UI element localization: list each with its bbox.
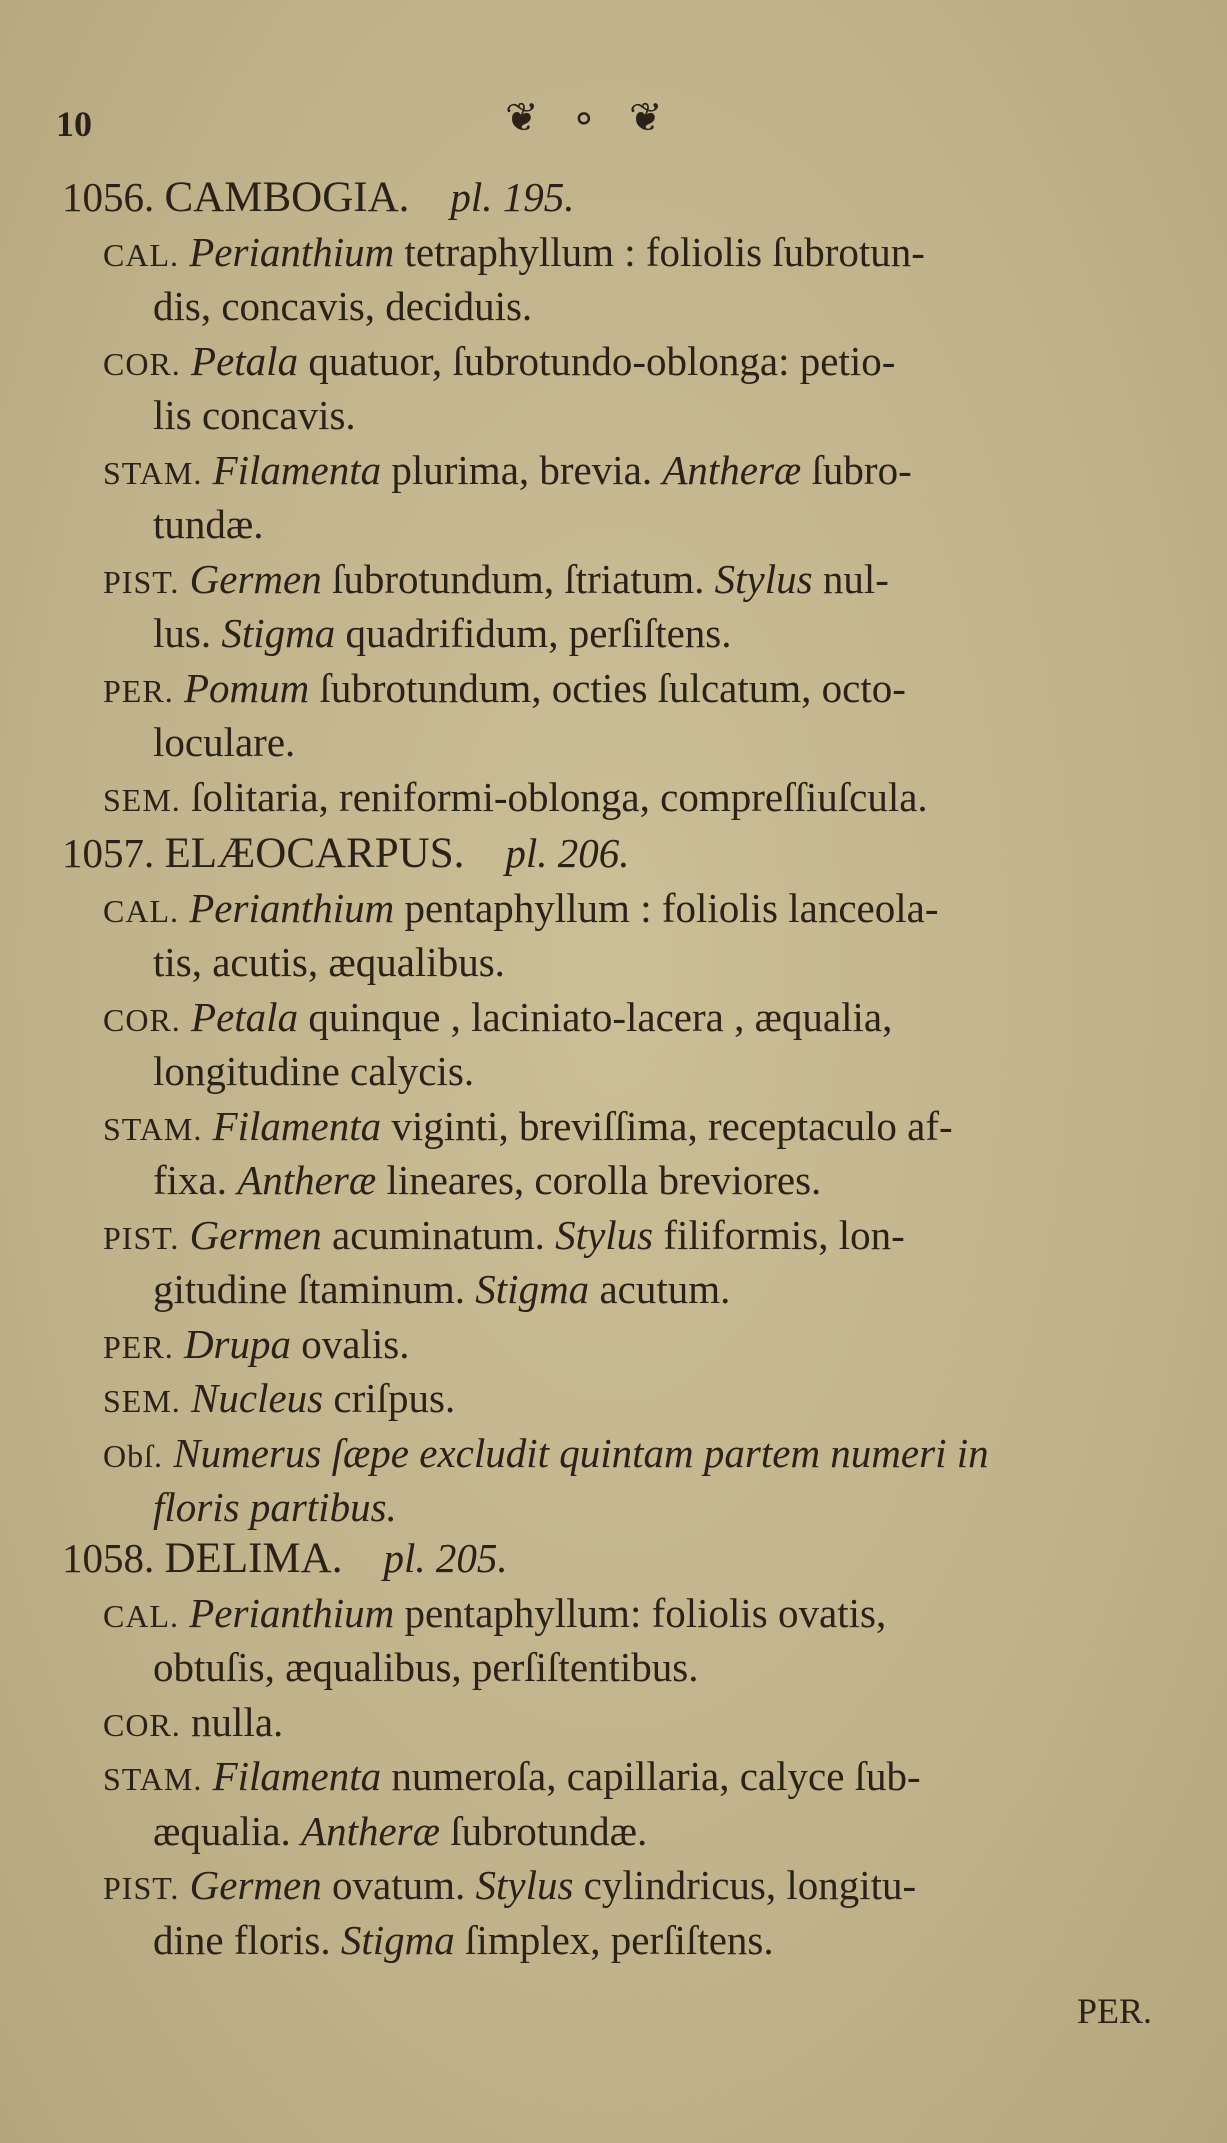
description-text: criſpus. — [323, 1375, 456, 1421]
description-text: ſubro- — [801, 446, 912, 493]
entry-number: 1057. — [62, 830, 155, 876]
botanical-term: Antheræ — [237, 1157, 377, 1203]
description-text: pentaphyllum: foliolis ovatis, — [394, 1589, 887, 1636]
part-abbreviation: COR. — [103, 1001, 181, 1038]
description-text: ovalis. — [291, 1320, 410, 1367]
character-line — [103, 883, 939, 936]
description-text: ſubrotundum, ſtriatum. — [321, 555, 715, 602]
description-text: obtuſis, æqualibus, perſiſtentibus. — [153, 1644, 699, 1690]
botanical-term: Petala — [191, 993, 299, 1040]
botanical-term: Stigma — [221, 610, 336, 656]
botanical-term: Germen — [189, 555, 322, 602]
entry-number: 1056. — [62, 174, 155, 220]
part-abbreviation: STAM. — [103, 454, 203, 491]
character-line — [103, 1319, 409, 1372]
character-line — [103, 445, 912, 498]
running-header — [0, 95, 1227, 155]
entry-heading — [62, 1533, 508, 1584]
part-abbreviation: SEM. — [103, 1383, 181, 1419]
header-ornament: ❦ ∘ ❦ — [505, 95, 673, 141]
description-text: filiformis, lon- — [653, 1211, 905, 1258]
character-line — [103, 1210, 905, 1263]
botanical-term: Perianthium — [189, 884, 395, 931]
description-text: gitudine ſtaminum. — [153, 1266, 476, 1312]
continuation-line — [153, 281, 532, 331]
description-text: plurima, brevia. — [381, 446, 663, 493]
botanical-term: Stylus — [555, 1211, 654, 1258]
description-text: lus. — [153, 610, 222, 656]
description-text: quinque , laciniato-lacera , æqualia, — [298, 993, 893, 1040]
character-line — [103, 1101, 953, 1154]
continuation-line — [153, 1482, 397, 1532]
part-abbreviation: COR. — [103, 1706, 181, 1743]
page-number: 10 — [56, 104, 92, 144]
description-text: dine floris. — [153, 1916, 341, 1963]
description-text: ſolitaria, reniformi-oblonga, compreſſiuſcula. — [191, 773, 928, 820]
part-abbreviation: SEM. — [103, 781, 181, 818]
continuation-line — [153, 499, 264, 549]
description-text: acuminatum. — [321, 1211, 556, 1258]
description-text: tis, acutis, æqualibus. — [153, 939, 505, 985]
botanical-term: Stigma — [475, 1266, 590, 1312]
description-text: quatuor, ſubrotundo-oblonga: petio- — [298, 337, 896, 384]
plate-reference: pl. 205. — [383, 1535, 508, 1581]
description-text: ovatum. — [321, 1862, 476, 1908]
character-line — [103, 992, 892, 1045]
continuation-line — [153, 717, 295, 767]
description-text: tetraphyllum : foliolis ſubrotun- — [394, 228, 925, 275]
description-text: cylindricus, longitu- — [573, 1862, 917, 1908]
character-line — [103, 663, 906, 716]
description-text: ſimplex, perſiſtens. — [454, 1916, 774, 1963]
botanical-term: Filamenta — [212, 1753, 382, 1799]
continuation-line — [153, 937, 505, 987]
botanical-term: Stigma — [340, 1916, 455, 1963]
continuation-line — [153, 390, 356, 440]
continuation-line — [153, 1915, 774, 1965]
description-text: tundæ. — [153, 501, 264, 547]
part-abbreviation: STAM. — [103, 1761, 203, 1797]
character-line — [103, 1860, 916, 1913]
genus-name: ELÆOCARPUS. — [164, 830, 465, 877]
continuation-line — [153, 1264, 730, 1314]
part-abbreviation: STAM. — [103, 1110, 203, 1147]
botanical-term: Antheræ — [662, 446, 802, 493]
description-text: lis concavis. — [153, 392, 356, 438]
character-line — [103, 336, 895, 389]
description-text: nulla. — [191, 1698, 284, 1745]
entry-heading — [62, 172, 575, 223]
botanical-term: Petala — [191, 337, 299, 384]
botanical-term: Drupa — [183, 1320, 292, 1367]
botanical-term: Perianthium — [189, 228, 395, 275]
plate-reference: pl. 206. — [505, 830, 630, 876]
character-line — [103, 1697, 283, 1750]
description-text: quadrifidum, perſiſtens. — [335, 610, 732, 656]
botanical-term: Nucleus — [191, 1375, 324, 1421]
description-text: dis, concavis, deciduis. — [153, 283, 533, 329]
description-text: fixa. — [153, 1157, 238, 1203]
description-text: ſubrotundæ. — [439, 1807, 648, 1854]
description-text: numeroſa, capillaria, calyce ſub- — [381, 1753, 921, 1799]
part-abbreviation: Obſ. — [103, 1437, 163, 1474]
botanical-term: Germen — [189, 1211, 322, 1258]
character-line — [103, 227, 925, 280]
character-line — [103, 1751, 921, 1804]
part-abbreviation: PIST. — [103, 1219, 180, 1256]
continuation-line — [153, 1642, 699, 1692]
character-line — [103, 1373, 455, 1426]
description-text: loculare. — [153, 719, 296, 765]
continuation-line — [153, 1806, 647, 1856]
part-abbreviation: CAL. — [103, 892, 179, 929]
description-text: ſubrotundum, octies ſulcatum, octo- — [309, 664, 906, 711]
genus-name: CAMBOGIA. — [164, 174, 410, 221]
botanical-term: Filamenta — [212, 446, 382, 493]
continuation-line — [153, 1155, 821, 1205]
entry-heading — [62, 828, 630, 879]
botanical-term: Pomum — [183, 664, 310, 711]
part-abbreviation: COR. — [103, 345, 181, 382]
genus-name: DELIMA. — [164, 1535, 343, 1582]
description-text: lineares, corolla breviores. — [376, 1157, 822, 1203]
entry-number: 1058. — [62, 1535, 155, 1581]
part-abbreviation: PER. — [103, 672, 174, 709]
description-text: æqualia. — [153, 1807, 302, 1854]
botanical-term: Stylus — [714, 555, 813, 602]
description-text: pentaphyllum : foliolis lanceola- — [394, 884, 939, 931]
part-abbreviation: CAL. — [103, 1597, 179, 1634]
botanical-term: Stylus — [475, 1862, 574, 1908]
description-text: acutum. — [589, 1266, 731, 1312]
continuation-line — [153, 608, 732, 658]
character-line — [103, 772, 928, 825]
plate-reference: pl. 195. — [450, 174, 575, 220]
character-line — [103, 1428, 989, 1481]
botanical-term: Germen — [189, 1862, 322, 1908]
part-abbreviation: PIST. — [103, 1870, 180, 1906]
botanical-term: Numerus ſæpe excludit quintam partem numeri in — [173, 1429, 989, 1476]
part-abbreviation: PER. — [103, 1328, 174, 1365]
character-line — [103, 1588, 886, 1641]
botanical-term: Antheræ — [301, 1807, 440, 1854]
catchword: PER. — [1076, 1991, 1152, 2031]
part-abbreviation: CAL. — [103, 236, 179, 273]
continuation-line — [153, 1046, 474, 1096]
part-abbreviation: PIST. — [103, 563, 180, 600]
character-line — [103, 554, 889, 607]
description-text: nul- — [812, 555, 889, 602]
description-text: longitudine calycis. — [153, 1048, 475, 1094]
botanical-term: Perianthium — [189, 1589, 395, 1636]
description-text: viginti, breviſſima, receptaculo af- — [381, 1102, 953, 1149]
botanical-term: Filamenta — [212, 1102, 382, 1149]
botanical-term: floris partibus. — [153, 1484, 397, 1530]
